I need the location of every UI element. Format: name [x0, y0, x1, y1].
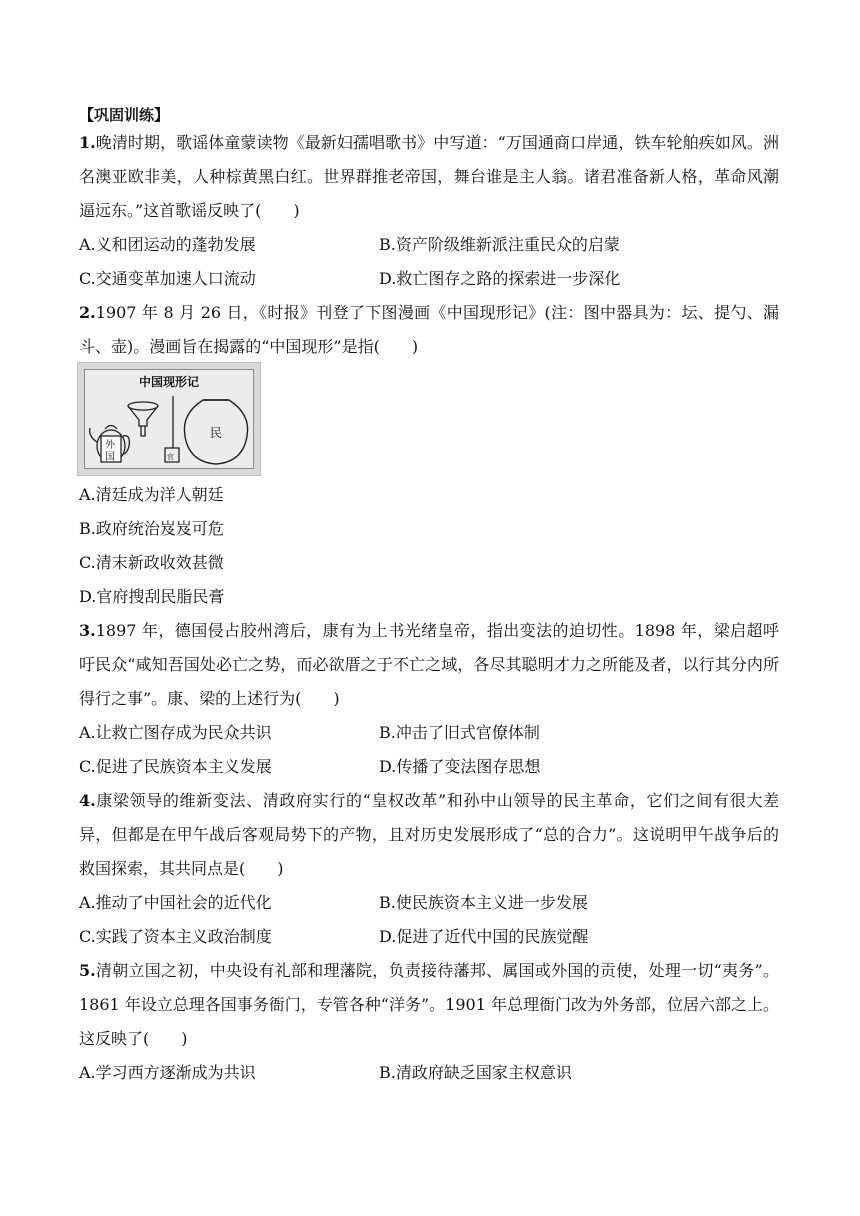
option-a: A.义和团运动的蓬勃发展	[79, 235, 256, 254]
cartoon-title: 中国现形记	[138, 375, 199, 389]
option-a: A.让救亡图存成为民众共识	[79, 723, 272, 742]
option-b: B.清政府缺乏国家主权意识	[379, 1063, 572, 1082]
cartoon-frame	[84, 369, 254, 469]
option-d: D.救亡图存之路的探索进一步深化	[379, 269, 621, 288]
question-number: 2.	[79, 303, 96, 322]
option-a: A.清廷成为洋人朝廷	[79, 485, 224, 504]
question-stem: 晚清时期，歌谣体童蒙读物《最新妇孺唱歌书》中写道：“万国通商口岸通，铁车轮舶疾如风。洲名澳亚欧非美，人种棕黄黑白红。世界群推老帝国，舞台谁是主人翁。诸君准备新人格，革命风潮逼远东。”这首歌谣反映了( )	[79, 133, 779, 220]
question-number: 5.	[79, 961, 96, 980]
option-d: D.官府搜刮民脂民膏	[79, 587, 225, 606]
question-stem: 康梁领导的维新变法、清政府实行的“皇权改革”和孙中山领导的民主革命，它们之间有很大差异，但都是在甲午战后客观局势下的产物，且对历史发展形成了“总的合力”。这说明甲午战争后的救国探索，其共同点是( )	[79, 791, 779, 878]
funnel-icon	[128, 402, 158, 436]
question-number: 4.	[79, 791, 96, 810]
option-c: C.交通变革加速人口流动	[79, 269, 256, 288]
question-1-options	[79, 228, 779, 296]
option-b: B.使民族资本主义进一步发展	[379, 893, 588, 912]
teapot-label-1: 外	[105, 440, 115, 451]
question-number: 3.	[79, 621, 96, 640]
option-a: A.推动了中国社会的近代化	[79, 893, 272, 912]
question-4-options	[79, 886, 779, 954]
question-4	[79, 784, 779, 886]
question-5	[79, 954, 779, 1056]
question-5-options	[79, 1056, 779, 1090]
question-2	[79, 296, 779, 364]
question-3	[79, 614, 779, 716]
option-c: C.清末新政收效甚微	[79, 553, 224, 572]
option-c: C.实践了资本主义政治制度	[79, 927, 272, 946]
question-3-options	[79, 716, 779, 784]
jar-label: 民	[210, 426, 223, 440]
cartoon-image	[77, 362, 261, 476]
question-stem: 1907 年 8 月 26 日，《时报》刊登了下图漫画《中国现形记》(注：图中器具为：坛、提勺、漏斗、壶)。漫画旨在揭露的“中国现形”是指( )	[79, 303, 779, 356]
question-stem: 1897 年，德国侵占胶州湾后，康有为上书光绪皇帝，指出变法的迫切性。1898 年，梁启超呼吁民众“咸知吾国处必亡之势，而必欲厝之于不亡之域，各尽其聪明才力之所能及者，以行其分内所得行之事”。康、梁的上述行为( )	[79, 621, 779, 708]
cartoon-drawing	[85, 370, 253, 468]
option-d: D.促进了近代中国的民族觉醒	[379, 927, 589, 946]
question-number: 1.	[79, 133, 96, 152]
teapot-label-2: 国	[105, 452, 115, 463]
option-b: B.资产阶级维新派注重民众的启蒙	[379, 235, 620, 254]
section-title: 【巩固训练】	[79, 106, 170, 124]
option-d: D.传播了变法图存思想	[379, 757, 541, 776]
option-b: B.冲击了旧式官僚体制	[379, 723, 540, 742]
option-a: A.学习西方逐渐成为共识	[79, 1063, 256, 1082]
option-b: B.政府统治岌岌可危	[79, 519, 224, 538]
question-stem: 清朝立国之初，中央设有礼部和理藩院，负责接待藩邦、属国或外国的贡使，处理一切“夷务”。1861 年设立总理各国事务衙门，专管各种“洋务”。1901 年总理衙门改为外务部，位居六部之上。这反映了( )	[79, 961, 779, 1048]
ladle-label: 官	[167, 453, 174, 461]
question-1	[79, 126, 779, 228]
option-c: C.促进了民族资本主义发展	[79, 757, 272, 776]
